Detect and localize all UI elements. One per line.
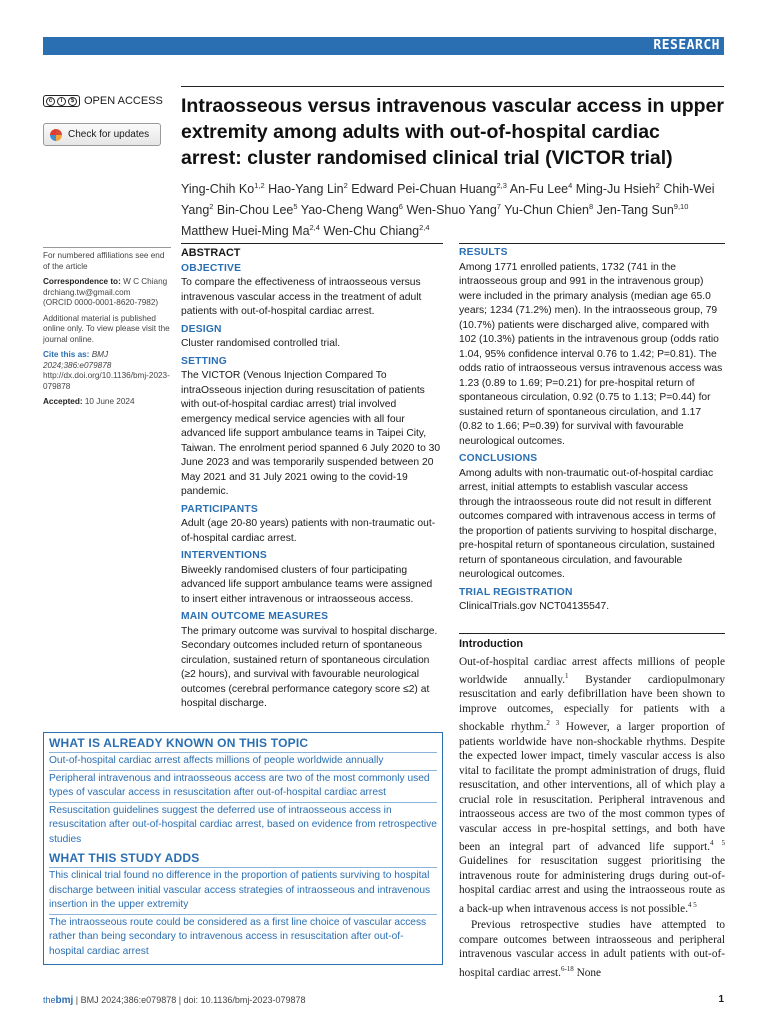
- summary-box: [43, 732, 443, 965]
- results-heading: RESULTS: [459, 243, 725, 261]
- affiliations-note: For numbered affiliations see end of the article: [43, 251, 165, 271]
- doi-link[interactable]: http://dx.doi.org/10.1136/bmj-2023-079878: [43, 371, 170, 391]
- outcomes-heading: MAIN OUTCOME MEASURES: [181, 611, 329, 622]
- check-updates-label: Check for updates: [68, 129, 150, 140]
- email-link[interactable]: drchiang.tw@gmail.com: [43, 287, 131, 297]
- author-name: Wen-Chu Chiang: [323, 224, 420, 239]
- author-name: Edward Pei-Chuan Huang: [351, 182, 497, 197]
- author-name: Matthew Huei-Ming Ma: [181, 224, 310, 239]
- known-item: Out-of-hospital cardiac arrest affects millions of people worldwide annually: [49, 752, 437, 770]
- adds-item: This clinical trial found no difference in the proportion of patients surviving to hospital discharge between initial vascular access strategies of intraosseous and intravenous insertion in the upper extremity: [49, 867, 437, 914]
- author-name: Hao-Yang Lin: [268, 182, 344, 197]
- crossmark-icon: [50, 129, 62, 141]
- objective-heading: OBJECTIVE: [181, 262, 242, 274]
- author-affiliation-marker: 2,3: [496, 181, 507, 190]
- author-affiliation-marker: 9,10: [673, 202, 689, 212]
- abstract-right-column: [459, 243, 725, 615]
- interventions-text: Biweekly randomised clusters of four participating advanced life support ambulance teams were assigned to insert either intravenous or intraosseous access.: [181, 564, 433, 605]
- article-title: Intraosseous versus intravenous vascular access in upper extremity among adults with out-of-hospital cardiac arrest: cluster randomised clinical trial (VICTOR trial): [181, 86, 724, 171]
- author-name: Yao-Cheng Wang: [300, 203, 399, 218]
- participants-text: Adult (age 20-80 years) patients with non-traumatic out-of-hospital cardiac arrest.: [181, 518, 436, 544]
- author-affiliation-marker: 2,4: [309, 223, 320, 233]
- open-access-label: OPEN ACCESS: [84, 95, 163, 107]
- citation-block: Cite this as: BMJ 2024;386:e079878 http://dx.doi.org/10.1136/bmj-2023-079878: [43, 350, 170, 391]
- participants-heading: PARTICIPANTS: [181, 503, 258, 515]
- abstract-heading: ABSTRACT: [181, 243, 443, 261]
- journal-logo-bmj: bmj: [55, 995, 74, 1006]
- check-for-updates-button[interactable]: [43, 123, 161, 146]
- section-label: RESEARCH: [653, 38, 720, 53]
- correspondence: Correspondence to: W C Chiang drchiang.tw@gmail.com (ORCID 0000-0001-8620-7982): [43, 277, 168, 307]
- page-number: 1: [718, 994, 724, 1005]
- design-text: Cluster randomised controlled trial.: [181, 338, 341, 349]
- journal-logo-the: the: [43, 995, 56, 1005]
- accepted-date: Accepted: 10 June 2024: [43, 397, 135, 406]
- open-access-badge[interactable]: [43, 95, 163, 107]
- author-affiliation-marker: 5: [293, 202, 298, 212]
- setting-heading: SETTING: [181, 355, 228, 367]
- author-name: Ying-Chih Ko: [181, 182, 255, 197]
- adds-heading: WHAT THIS STUDY ADDS: [49, 851, 200, 865]
- conclusions-heading: CONCLUSIONS: [459, 453, 538, 464]
- results-text: Among 1771 enrolled patients, 1732 (741 in the intraosseous group and 991 in the intravenous group) were included in the primary analysis (median age 65.0 years; 1234 (71.2%) men). In the intraosseous group, 79 (10.7%) patients were discharged alive, compared with 102 (10.3%) patients in the intravenous group (odds ratio 1.04, 95% confidence interval 0.76 to 1.42; P=0.81). The odds ratio of intraosseous versus intravenous access was 1.23 (0.89 to 1.69; P=0.21) for pre-hospital return of spontaneous circulation, 0.92 (0.75 to 1.13; P=0.44) for sustained return of spontaneous circulation, and 1.17 (0.82 to 1.66; P=0.39) for survival with favourable neurological outcomes.: [459, 261, 723, 447]
- setting-text: The VICTOR (Venous Injection Compared To intraOsseous injection during resuscitation of patients with out-of-hospital cardiac arrest) trial involved emergency medical service agencies with all four advanced life support ambulance teams in Taipei City, Taiwan. The enrolment period spanned 6 July 2020 to 30 June 2023 and was temporarily suspended between 20 May 2021 and 31 July 2021 owing to the covid-19 pandemic.: [181, 370, 441, 497]
- article-sidebar: [43, 247, 171, 413]
- introduction-section: [459, 633, 725, 980]
- intro-paragraph-2: Previous retrospective studies have attempted to compare outcomes between intraosseous and peripheral intravenous vascular access in adult patients with out-of-hospital cardiac arrest.$^{6-18}$ None: [459, 919, 725, 979]
- page-footer: [43, 995, 305, 1006]
- trial-registration-text[interactable]: ClinicalTrials.gov NCT04135547.: [459, 601, 610, 612]
- creative-commons-icon: c i $: [43, 95, 80, 107]
- known-item: Peripheral intravenous and intraosseous access are two of the most commonly used types of vascular access in resuscitation after out-of-hospital cardiac arrest: [49, 770, 437, 802]
- author-name: Jen-Tang Sun: [596, 203, 674, 218]
- intro-paragraph-1: Out-of-hospital cardiac arrest affects millions of people worldwide annually.$^1$ Bystander cardiopulmonary resuscitation and early defibrillation have been shown to improve outcomes, especially for patients with a shockable rhythm.$^{2 3}$ However, a larger proportion of patients worldwide have non-shockable rhythms. Despite the expected lower impact, timely vascular access is also vital to facilitate the prompt administration of drugs, fluid resuscitation, and other interventions, all of which play a crucial role in resuscitation. Peripheral intravenous and intraosseous access are two of the most common types of vascular access in pre-hospital settings, and both have been an integral part of advanced life support.$^{4 5}$ Guidelines for resuscitation suggest prioritising the intravenous route for administering drugs during out-of-hospital cardiac arrest and using the intraosseous route as a back-up when intravenous access is not possible.$^{4 5}$: [459, 655, 726, 915]
- objective-text: To compare the effectiveness of intraosseous versus intravenous vascular access in the treatment of adult patients with out-of-hospital cardiac arrest.: [181, 277, 422, 317]
- orcid[interactable]: (ORCID 0000-0001-8620-7982): [43, 298, 159, 307]
- known-heading: WHAT IS ALREADY KNOWN ON THIS TOPIC: [49, 736, 309, 750]
- known-item: Resuscitation guidelines suggest the deferred use of intraosseous access in resuscitation after out-of-hospital cardiac arrest, based on evidence from retrospective studies: [49, 802, 437, 849]
- additional-material-note: Additional material is published online only. To view please visit the journal online.: [43, 313, 170, 344]
- author-name: Ming-Ju Hsieh: [575, 182, 656, 197]
- author-affiliation-marker: 2: [209, 202, 214, 212]
- author-name: Wen-Shuo Yang: [406, 203, 497, 218]
- outcomes-text: The primary outcome was survival to hospital discharge. Secondary outcomes included return of spontaneous circulation, sustained return of spontaneous circulation (≥2 hours), and survival with favourable neurological outcomes (cerebral performance category score ≤2) at hospital discharge.: [181, 625, 438, 709]
- author-affiliation-marker: 1,2: [254, 181, 265, 190]
- author-name: Yu-Chun Chien: [504, 203, 589, 218]
- design-heading: DESIGN: [181, 323, 222, 335]
- abstract-left-column: [181, 243, 443, 712]
- author-list: [181, 177, 724, 240]
- section-banner: [43, 37, 724, 55]
- author-affiliation-marker: 4: [568, 181, 573, 190]
- author-affiliation-marker: 2: [343, 181, 348, 190]
- author-affiliation-marker: 2,4: [419, 223, 430, 233]
- author-affiliation-marker: 6: [398, 202, 403, 212]
- author-name: An-Fu Lee: [509, 182, 569, 197]
- footer-citation: | BMJ 2024;386:e079878 | doi: 10.1136/bmj-2023-079878: [73, 995, 306, 1005]
- conclusions-text: Among adults with non-traumatic out-of-hospital cardiac arrest, initial attempts to establish vascular access through the intraosseous route did not result in different outcomes compared with intravenous access in terms of the proportion of patients surviving to hospital discharge, pre-hospital return of spontaneous circulation, sustained return of spontaneous circulation, and favourable neurological outcomes.: [459, 467, 717, 580]
- introduction-heading: Introduction: [459, 633, 725, 652]
- author-affiliation-marker: 8: [589, 202, 594, 212]
- interventions-heading: INTERVENTIONS: [181, 550, 267, 561]
- adds-item: The intraosseous route could be considered as a first line choice of vascular access rather than being secondary to intravenous access in resuscitation after out-of-hospital cardiac arrest: [49, 914, 437, 961]
- author-name: Chih-Wei Yang: [181, 182, 715, 218]
- author-name: Bin-Chou Lee: [216, 203, 294, 218]
- trial-registration-heading: TRIAL REGISTRATION: [459, 586, 573, 598]
- author-affiliation-marker: 2: [655, 181, 660, 190]
- author-affiliation-marker: 7: [496, 202, 501, 212]
